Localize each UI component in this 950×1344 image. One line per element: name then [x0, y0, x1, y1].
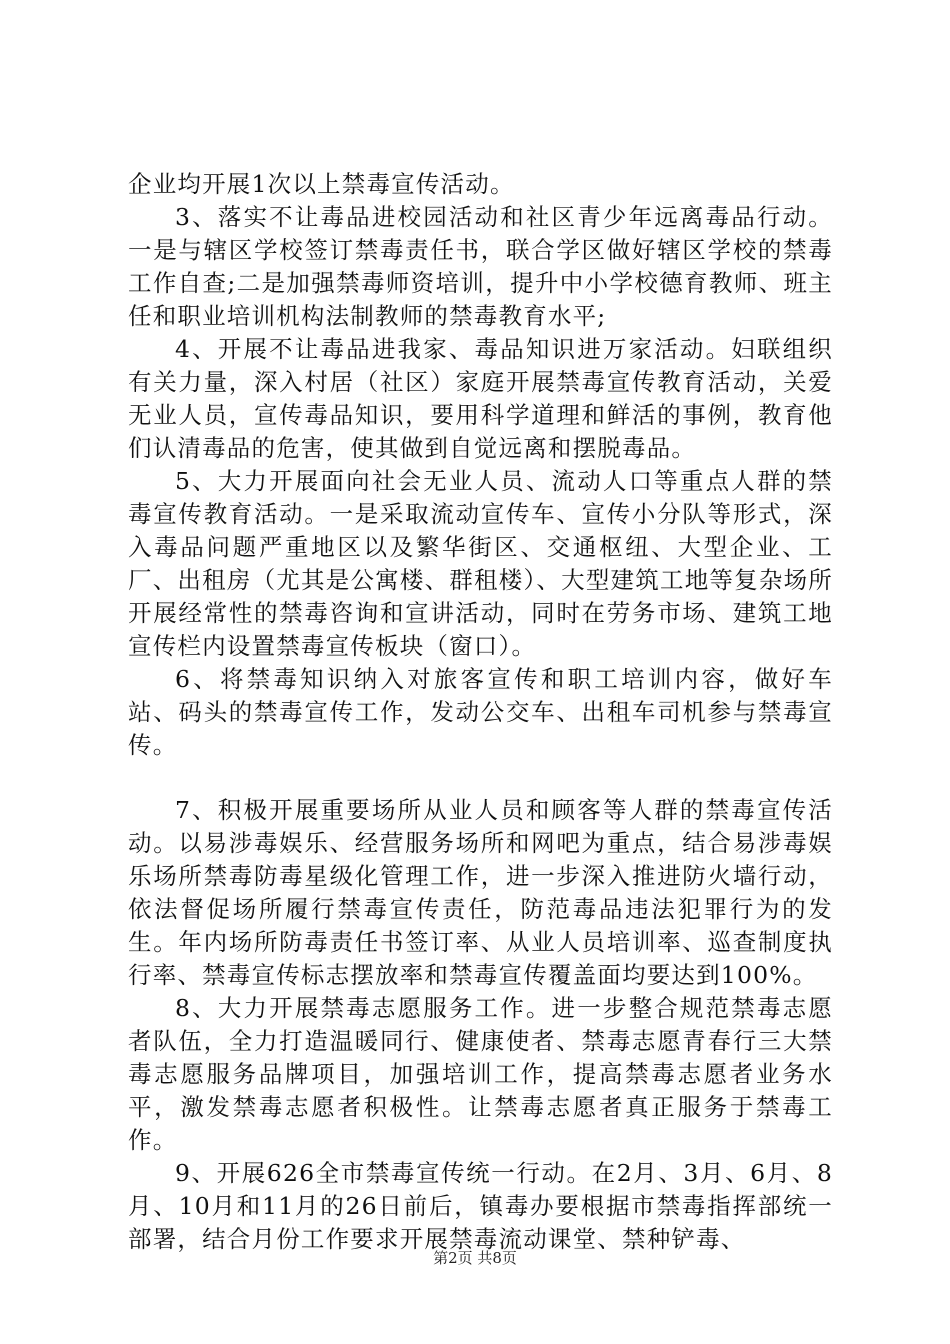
paragraph-continuation: 企业均开展1次以上禁毒宣传活动。 — [128, 170, 515, 198]
paragraph-item-9: 9、开展626全市禁毒宣传统一行动。在2月、3月、6月、8月、10月和11月的26日前后，镇毒办要根据市禁毒指挥部统一部署，结合月份工作要求开展禁毒流动课堂、禁种铲毒、 — [128, 1159, 833, 1253]
paragraph-item-3: 3、落实不让毒品进校园活动和社区青少年远离毒品行动。一是与辖区学校签订禁毒责任书，联合学区做好辖区学校的禁毒工作自查;二是加强禁毒师资培训，提升中小学校德育教师、班主任和职业培训机构法制教师的禁毒教育水平; — [128, 203, 833, 330]
paragraph-item-7: 7、积极开展重要场所从业人员和顾客等人群的禁毒宣传活动。以易涉毒娱乐、经营服务场所和网吧为重点，结合易涉毒娱乐场所禁毒防毒星级化管理工作，进一步深入推进防火墙行动，依法督促场所履行禁毒宣传责任，防范毒品违法犯罪行为的发生。年内场所防毒责任书签订率、从业人员培训率、巡查制度执行率、禁毒宣传标志摆放率和禁毒宣传覆盖面均要达到100%。 — [128, 796, 833, 989]
page-footer: 第2页 共8页 — [433, 1249, 517, 1267]
paragraph-item-5: 5、大力开展面向社会无业人员、流动人口等重点人群的禁毒宣传教育活动。一是采取流动宣传车、宣传小分队等形式，深入毒品问题严重地区以及繁华街区、交通枢纽、大型企业、工厂、出租房（尤其是公寓楼、群租楼）、大型建筑工地等复杂场所开展经常性的禁毒咨询和宣讲活动，同时在劳务市场、建筑工地宣传栏内设置禁毒宣传板块（窗口）。 — [128, 467, 833, 660]
paragraph-item-4: 4、开展不让毒品进我家、毒品知识进万家活动。妇联组织有关力量，深入村居（社区）家庭开展禁毒宣传教育活动，关爱无业人员，宣传毒品知识，要用科学道理和鲜活的事例，教育他们认清毒品的危害，使其做到自觉远离和摆脱毒品。 — [128, 335, 833, 462]
paragraph-item-8: 8、大力开展禁毒志愿服务工作。进一步整合规范禁毒志愿者队伍，全力打造温暖同行、健康使者、禁毒志愿青春行三大禁毒志愿服务品牌项目，加强培训工作，提高禁毒志愿者业务水平，激发禁毒志愿者积极性。让禁毒志愿者真正服务于禁毒工作。 — [128, 994, 833, 1154]
paragraph-item-6: 6、将禁毒知识纳入对旅客宣传和职工培训内容，做好车站、码头的禁毒宣传工作，发动公交车、出租车司机参与禁毒宣传。 — [128, 665, 833, 759]
paragraph-spacer — [128, 762, 833, 794]
document-body — [128, 168, 833, 1256]
